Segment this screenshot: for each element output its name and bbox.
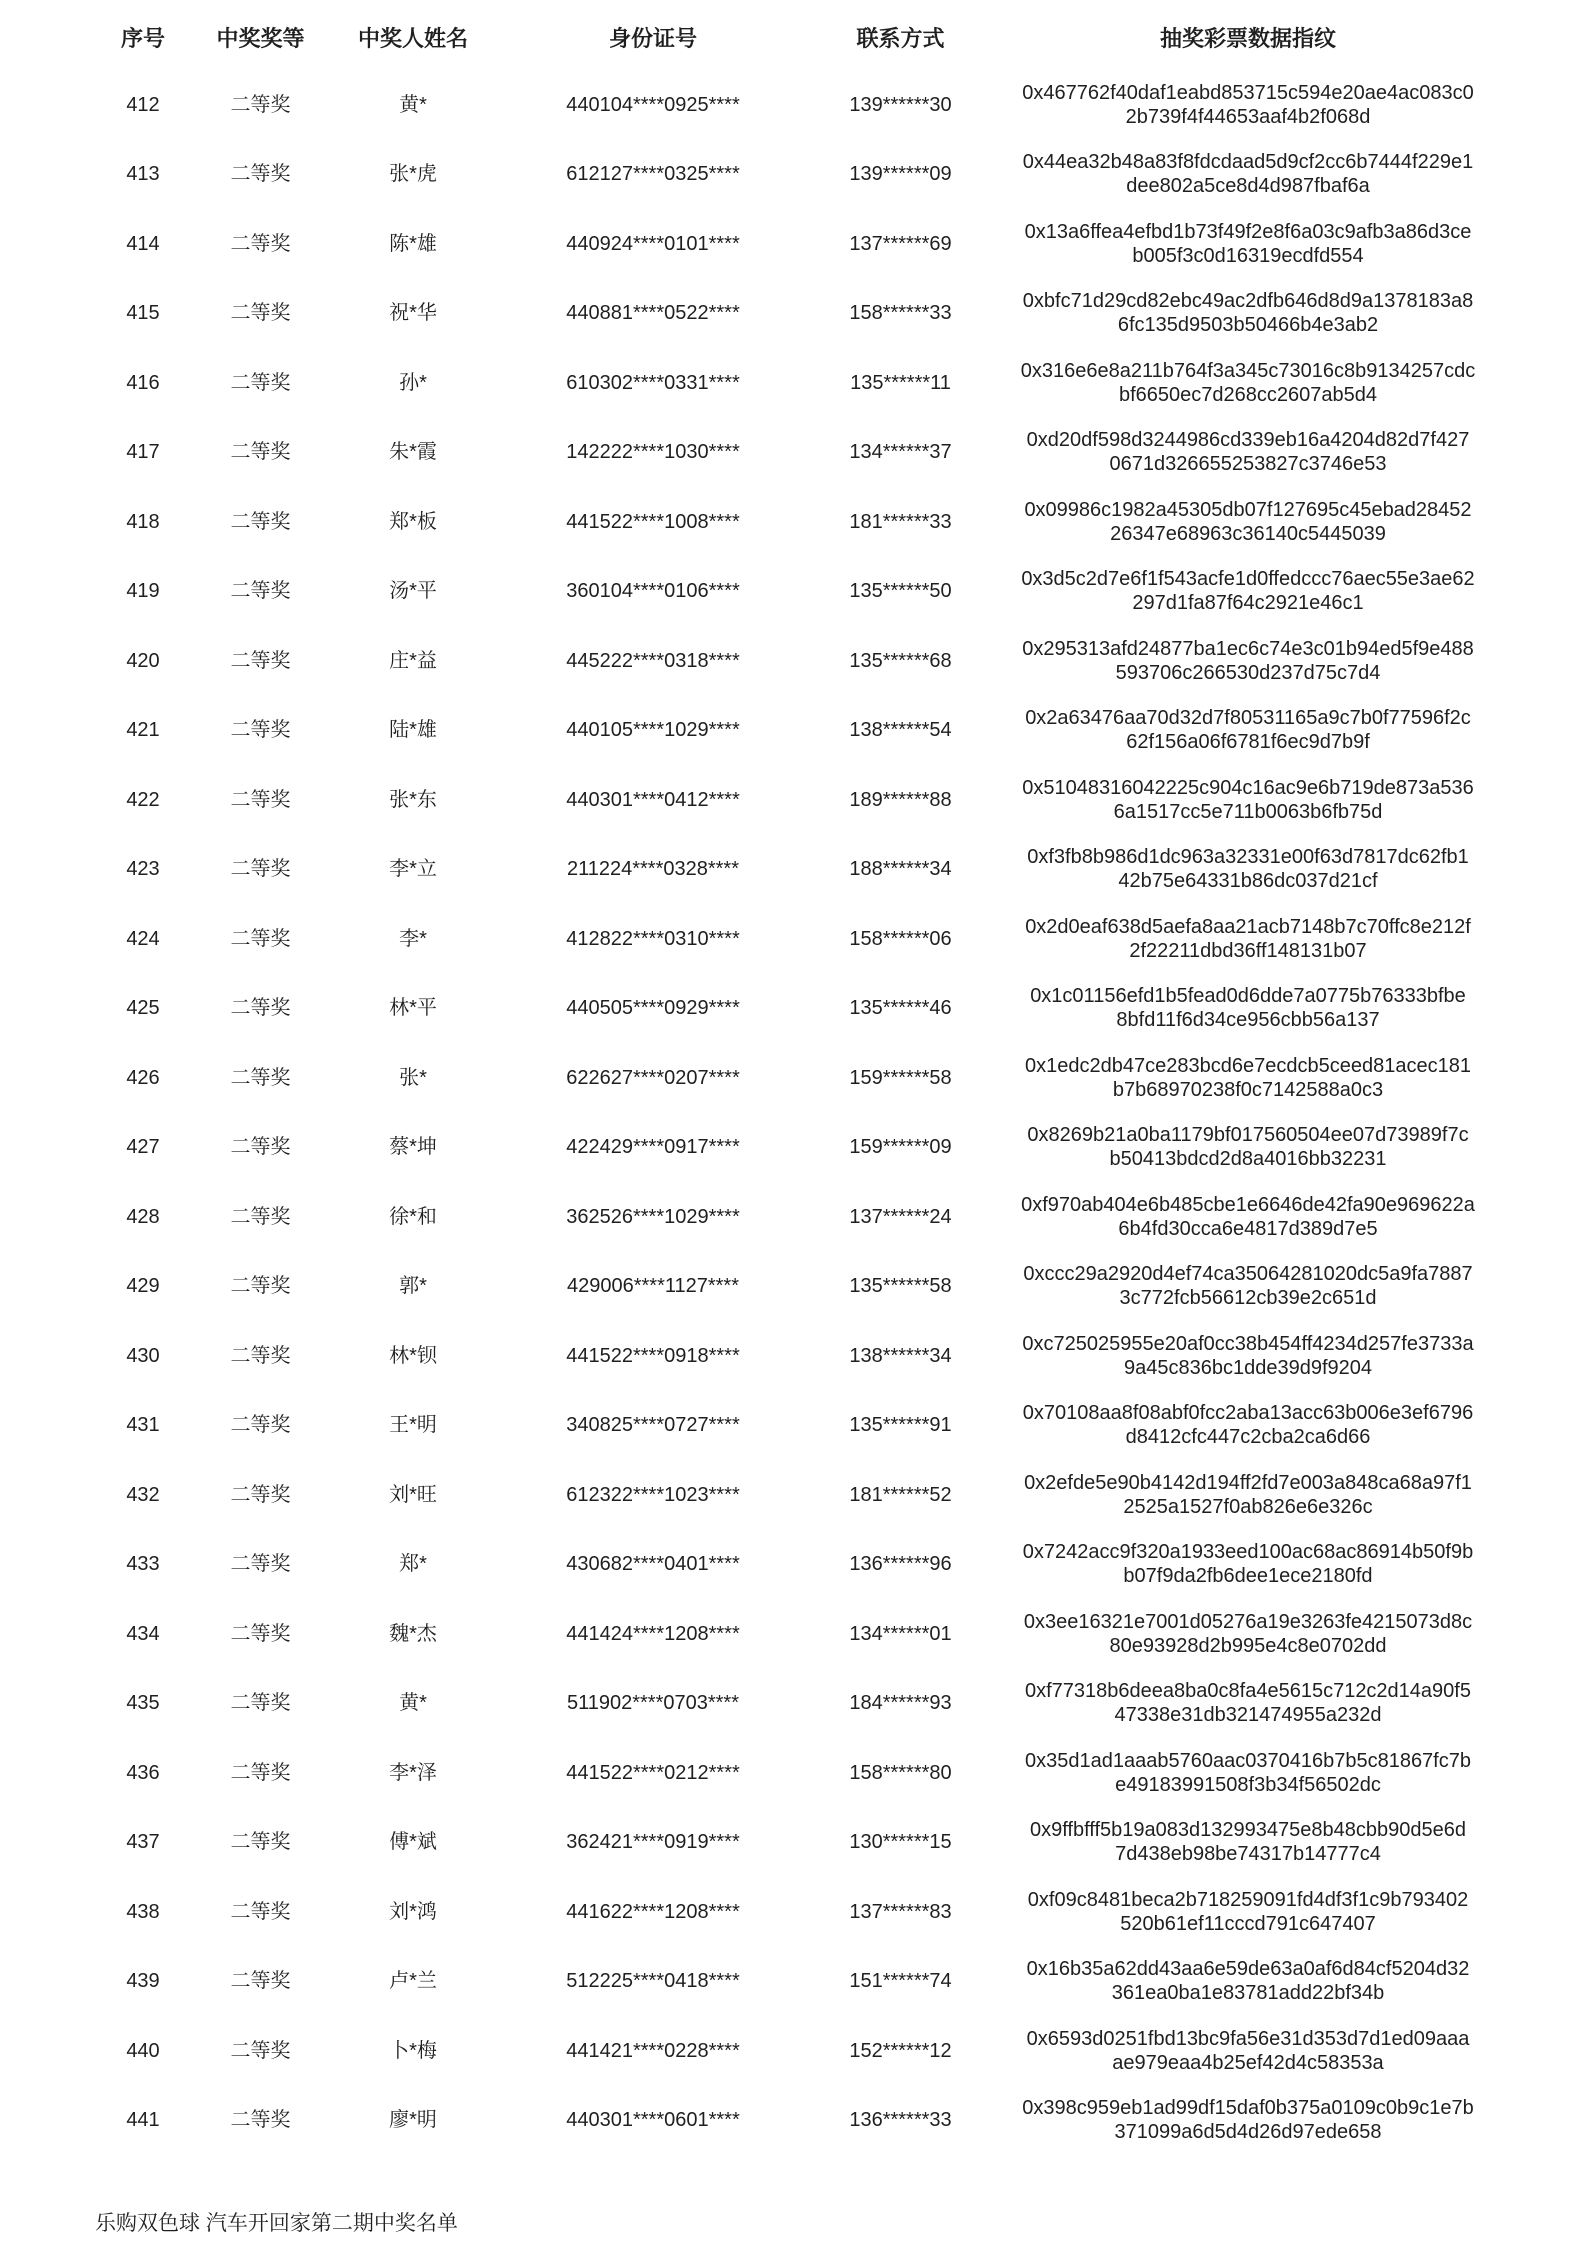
id-number-cell: 441622****1208**** — [566, 1900, 740, 1923]
fingerprint-line-1: 0x2efde5e90b4142d194ff2fd7e003a848ca68a97f1 — [1024, 1471, 1472, 1494]
fingerprint-cell — [998, 776, 1498, 824]
fingerprint-cell — [998, 498, 1498, 546]
fingerprint-cell — [998, 1471, 1498, 1519]
winner-name-cell: 徐*和 — [389, 1205, 437, 1228]
prize-cell: 二等奖 — [230, 788, 291, 811]
table-row — [0, 1808, 1586, 1878]
fingerprint-cell — [998, 428, 1498, 476]
id-number-cell: 441522****0918**** — [566, 1344, 740, 1367]
serial-cell: 424 — [126, 927, 160, 950]
fingerprint-line-2: b7b68970238f0c7142588a0c3 — [1112, 1078, 1384, 1101]
id-number-cell: 445222****0318**** — [566, 649, 740, 672]
fingerprint-line-1: 0x09986c1982a45305db07f127695c45ebad28452 — [1024, 498, 1472, 521]
fingerprint-line-1: 0x3ee16321e7001d05276a19e3263fe4215073d8c — [1023, 1610, 1473, 1633]
id-number-cell: 422429****0917**** — [566, 1136, 740, 1159]
fingerprint-line-1: 0x6593d0251fbd13bc9fa56e31d353d7d1ed09aaa — [1026, 2027, 1470, 2050]
table-row — [0, 974, 1586, 1044]
winner-name-cell: 黄* — [399, 93, 427, 116]
id-number-cell: 441421****0228**** — [566, 2039, 740, 2062]
winner-name-cell: 廖*明 — [389, 2109, 437, 2132]
fingerprint-line-2: 3c772fcb56612cb39e2c651d — [1119, 1287, 1377, 1310]
winner-name-cell: 黄* — [399, 1692, 427, 1715]
winner-name-cell: 朱*霞 — [389, 441, 437, 464]
table-row — [0, 1947, 1586, 2017]
fingerprint-cell — [998, 150, 1498, 198]
winner-name-cell: 蔡*坤 — [389, 1136, 437, 1159]
winner-name-cell: 张* — [399, 1066, 427, 1089]
prize-cell: 二等奖 — [230, 1483, 291, 1506]
serial-cell: 433 — [126, 1553, 160, 1576]
winner-name-cell: 傅*斌 — [389, 1831, 437, 1854]
fingerprint-line-2: 80e93928d2b995e4c8e0702dd — [1109, 1634, 1387, 1657]
phone-cell: 134******37 — [849, 441, 952, 464]
fingerprint-line-2: 2525a1527f0ab826e6e326c — [1123, 1495, 1373, 1518]
fingerprint-cell — [998, 2027, 1498, 2075]
winner-name-cell: 张*东 — [389, 788, 437, 811]
fingerprint-line-1: 0x7242acc9f320a1933eed100ac68ac86914b50f9b — [1022, 1541, 1474, 1564]
id-number-cell: 441522****0212**** — [566, 1761, 740, 1784]
winner-name-cell: 汤*平 — [389, 580, 437, 603]
fingerprint-cell — [998, 567, 1498, 615]
prize-cell: 二等奖 — [230, 1205, 291, 1228]
fingerprint-line-2: 361ea0ba1e83781add22bf34b — [1111, 1982, 1385, 2005]
serial-cell: 427 — [126, 1136, 160, 1159]
fingerprint-line-1: 0xf09c8481beca2b718259091fd4df3f1c9b793402 — [1027, 1888, 1469, 1911]
id-number-cell: 441522****1008**** — [566, 510, 740, 533]
fingerprint-line-2: 8bfd11f6d34ce956cbb56a137 — [1116, 1009, 1380, 1032]
prize-cell: 二等奖 — [230, 93, 291, 116]
phone-cell: 139******30 — [849, 93, 952, 116]
prize-cell: 二等奖 — [230, 371, 291, 394]
id-number-cell: 622627****0207**** — [566, 1066, 740, 1089]
fingerprint-cell — [998, 1332, 1498, 1380]
serial-cell: 419 — [126, 580, 160, 603]
prize-cell: 二等奖 — [230, 441, 291, 464]
prize-cell: 二等奖 — [230, 302, 291, 325]
serial-cell: 418 — [126, 510, 160, 533]
table-row — [0, 1877, 1586, 1947]
id-number-cell: 440881****0522**** — [566, 302, 740, 325]
fingerprint-line-2: 593706c266530d237d75c7d4 — [1115, 661, 1381, 684]
fingerprint-line-1: 0xd20df598d3244986cd339eb16a4204d82d7f427 — [1026, 429, 1470, 452]
fingerprint-line-2: b005f3c0d16319ecdfd554 — [1132, 244, 1364, 267]
phone-cell: 135******46 — [849, 997, 952, 1020]
prize-cell: 二等奖 — [230, 510, 291, 533]
fingerprint-cell — [998, 359, 1498, 407]
winner-name-cell: 魏*杰 — [389, 1622, 437, 1645]
winner-name-cell: 刘*鸿 — [389, 1900, 437, 1923]
serial-cell: 429 — [126, 1275, 160, 1298]
phone-cell: 139******09 — [849, 163, 952, 186]
id-number-cell: 430682****0401**** — [566, 1553, 740, 1576]
fingerprint-line-2: e49183991508f3b34f56502dc — [1115, 1773, 1381, 1796]
fingerprint-cell — [998, 1749, 1498, 1797]
fingerprint-cell — [998, 1818, 1498, 1866]
fingerprint-line-2: 42b75e64331b86dc037d21cf — [1118, 870, 1378, 893]
fingerprint-line-1: 0x51048316042225c904c16ac9e6b719de873a536 — [1022, 776, 1474, 799]
fingerprint-line-1: 0x8269b21a0ba1179bf017560504ee07d73989f7c — [1027, 1124, 1469, 1147]
phone-cell: 158******33 — [849, 302, 952, 325]
prize-cell: 二等奖 — [230, 649, 291, 672]
fingerprint-line-1: 0xf970ab404e6b485cbe1e6646de42fa90e969622a — [1021, 1193, 1475, 1216]
table-row — [0, 1460, 1586, 1530]
fingerprint-cell — [998, 1401, 1498, 1449]
id-number-cell: 441424****1208**** — [566, 1622, 740, 1645]
header-winner-name: 中奖人姓名 — [357, 26, 468, 51]
fingerprint-line-1: 0xf77318b6deea8ba0c8fa4e5615c712c2d14a90f5 — [1025, 1680, 1471, 1703]
table-row — [0, 557, 1586, 627]
fingerprint-cell — [998, 1679, 1498, 1727]
serial-cell: 417 — [126, 441, 160, 464]
table-row — [0, 626, 1586, 696]
winner-name-cell: 孙* — [399, 371, 427, 394]
winner-name-cell: 陈*雄 — [389, 232, 437, 255]
table-row — [0, 348, 1586, 418]
serial-cell: 436 — [126, 1761, 160, 1784]
prize-cell: 二等奖 — [230, 1622, 291, 1645]
id-number-cell: 511902****0703**** — [566, 1692, 739, 1715]
fingerprint-line-2: 26347e68963c36140c5445039 — [1110, 522, 1386, 545]
serial-cell: 435 — [126, 1692, 160, 1715]
table-row — [0, 1530, 1586, 1600]
id-number-cell: 612322****1023**** — [566, 1483, 740, 1506]
fingerprint-cell — [998, 1054, 1498, 1102]
phone-cell: 137******69 — [849, 232, 952, 255]
table-row — [0, 1391, 1586, 1461]
phone-cell: 152******12 — [849, 2039, 952, 2062]
serial-cell: 422 — [126, 788, 160, 811]
winner-name-cell: 林*钡 — [389, 1344, 437, 1367]
table-header-row — [0, 0, 1586, 70]
fingerprint-cell — [998, 1610, 1498, 1658]
winner-name-cell: 林*平 — [389, 997, 437, 1020]
table-body — [0, 70, 1586, 2155]
prize-cell: 二等奖 — [230, 1553, 291, 1576]
phone-cell: 184******93 — [849, 1692, 952, 1715]
winner-name-cell: 李*泽 — [389, 1761, 437, 1784]
table-row — [0, 418, 1586, 488]
phone-cell: 151******74 — [849, 1970, 952, 1993]
header-prize-level: 中奖奖等 — [216, 26, 305, 51]
serial-cell: 428 — [126, 1205, 160, 1228]
fingerprint-cell — [998, 984, 1498, 1032]
phone-cell: 138******54 — [849, 719, 952, 742]
fingerprint-line-2: 2b739f4f44653aaf4b2f068d — [1125, 105, 1371, 128]
fingerprint-line-2: ae979eaa4b25ef42d4c58353a — [1112, 2051, 1384, 2074]
phone-cell: 181******33 — [849, 510, 952, 533]
id-number-cell: 362526****1029**** — [566, 1205, 740, 1228]
prize-cell: 二等奖 — [230, 927, 291, 950]
fingerprint-cell — [998, 289, 1498, 337]
table-row — [0, 1599, 1586, 1669]
id-number-cell: 412822****0310**** — [566, 927, 740, 950]
prize-cell: 二等奖 — [230, 1136, 291, 1159]
serial-cell: 414 — [126, 232, 160, 255]
fingerprint-line-1: 0x2d0eaf638d5aefa8aa21acb7148b7c70ffc8e212f — [1025, 915, 1471, 938]
serial-cell: 420 — [126, 649, 160, 672]
fingerprint-cell — [998, 220, 1498, 268]
winner-name-cell: 李*立 — [389, 858, 437, 881]
fingerprint-line-2: 297d1fa87f64c2921e46c1 — [1132, 592, 1364, 615]
phone-cell: 135******50 — [849, 580, 952, 603]
prize-cell: 二等奖 — [230, 1970, 291, 1993]
winner-name-cell: 张*虎 — [389, 163, 437, 186]
serial-cell: 432 — [126, 1483, 160, 1506]
fingerprint-line-2: 7d438eb98be74317b14777c4 — [1115, 1843, 1381, 1866]
id-number-cell: 440924****0101**** — [566, 232, 740, 255]
fingerprint-line-2: 6fc135d9503b50466b4e3ab2 — [1117, 314, 1379, 337]
prize-cell: 二等奖 — [230, 1900, 291, 1923]
id-number-cell: 142222****1030**** — [566, 441, 740, 464]
id-number-cell: 440301****0601**** — [566, 2109, 740, 2132]
fingerprint-line-1: 0x295313afd24877ba1ec6c74e3c01b94ed5f9e488 — [1022, 637, 1474, 660]
table-row — [0, 835, 1586, 905]
phone-cell: 135******58 — [849, 1275, 952, 1298]
phone-cell: 134******01 — [849, 1622, 952, 1645]
fingerprint-line-2: 9a45c836bc1dde39d9f9204 — [1123, 1356, 1373, 1379]
phone-cell: 135******11 — [850, 371, 951, 394]
winner-name-cell: 卢*兰 — [389, 1970, 437, 1993]
serial-cell: 425 — [126, 997, 160, 1020]
prize-cell: 二等奖 — [230, 1344, 291, 1367]
table-row — [0, 1738, 1586, 1808]
prize-cell: 二等奖 — [230, 163, 291, 186]
winner-name-cell: 王*明 — [389, 1414, 437, 1437]
table-row — [0, 2086, 1586, 2156]
serial-cell: 431 — [126, 1414, 160, 1437]
footer-list-title: 乐购双色球 汽车开回家第二期中奖名单 — [95, 2212, 458, 2235]
serial-cell: 421 — [126, 719, 160, 742]
fingerprint-line-2: 371099a6d5d4d26d97ede658 — [1114, 2121, 1382, 2144]
fingerprint-cell — [998, 845, 1498, 893]
prize-cell: 二等奖 — [230, 1275, 291, 1298]
prize-cell: 二等奖 — [230, 1831, 291, 1854]
fingerprint-line-2: 6a1517cc5e711b0063b6fb75d — [1113, 800, 1383, 823]
phone-cell: 137******83 — [849, 1900, 952, 1923]
fingerprint-line-1: 0xf3fb8b986d1dc963a32331e00f63d7817dc62fb1 — [1027, 846, 1469, 869]
id-number-cell: 440104****0925**** — [566, 93, 740, 116]
winner-name-cell: 郭* — [399, 1275, 427, 1298]
fingerprint-line-1: 0x16b35a62dd43aa6e59de63a0af6d84cf5204d32 — [1026, 1958, 1470, 1981]
fingerprint-cell — [998, 1888, 1498, 1936]
prize-cell: 二等奖 — [230, 580, 291, 603]
id-number-cell: 440505****0929**** — [566, 997, 740, 1020]
fingerprint-cell — [998, 1262, 1498, 1310]
id-number-cell: 362421****0919**** — [566, 1831, 740, 1854]
fingerprint-line-1: 0x1c01156efd1b5fead0d6dde7a0775b76333bfbe — [1030, 985, 1466, 1008]
fingerprint-line-2: dee802a5ce8d4d987fbaf6a — [1126, 175, 1370, 198]
fingerprint-line-1: 0x44ea32b48a83f8fdcdaad5d9cf2cc6b7444f229e1 — [1022, 151, 1474, 174]
winner-name-cell: 刘*旺 — [389, 1483, 437, 1506]
prize-cell: 二等奖 — [230, 1414, 291, 1437]
fingerprint-line-1: 0x70108aa8f08abf0fcc2aba13acc63b006e3ef6796 — [1022, 1402, 1474, 1425]
table-row — [0, 904, 1586, 974]
fingerprint-line-1: 0xbfc71d29cd82ebc49ac2dfb646d8d9a1378183a8 — [1022, 290, 1474, 313]
fingerprint-line-1: 0x1edc2db47ce283bcd6e7ecdcb5ceed81acec181 — [1025, 1054, 1471, 1077]
phone-cell: 158******06 — [849, 927, 952, 950]
phone-cell: 181******52 — [849, 1483, 952, 1506]
fingerprint-line-2: 6b4fd30cca6e4817d389d7e5 — [1118, 1217, 1378, 1240]
fingerprint-line-1: 0x13a6ffea4efbd1b73f49f2e8f6a03c9afb3a86d3ce — [1024, 220, 1472, 243]
id-number-cell: 612127****0325**** — [566, 163, 740, 186]
serial-cell: 416 — [126, 371, 160, 394]
fingerprint-cell — [998, 915, 1498, 963]
fingerprint-cell — [998, 1957, 1498, 2005]
table-row — [0, 487, 1586, 557]
serial-cell: 439 — [126, 1970, 160, 1993]
fingerprint-cell — [998, 1123, 1498, 1171]
header-serial: 序号 — [120, 26, 165, 51]
winner-name-cell: 李* — [399, 927, 427, 950]
prize-cell: 二等奖 — [230, 997, 291, 1020]
prize-cell: 二等奖 — [230, 858, 291, 881]
winner-name-cell: 卜*梅 — [389, 2039, 437, 2062]
serial-cell: 423 — [126, 858, 160, 881]
fingerprint-line-1: 0x35d1ad1aaab5760aac0370416b7b5c81867fc7b — [1025, 1749, 1471, 1772]
phone-cell: 189******88 — [849, 788, 952, 811]
fingerprint-line-2: 0671d326655253827c3746e53 — [1109, 453, 1387, 476]
winner-name-cell: 庄*益 — [389, 649, 437, 672]
prize-cell: 二等奖 — [230, 1761, 291, 1784]
prize-cell: 二等奖 — [230, 1692, 291, 1715]
fingerprint-line-2: 2f22211dbd36ff148131b07 — [1129, 939, 1367, 962]
phone-cell: 130******15 — [849, 1831, 952, 1854]
phone-cell: 135******91 — [849, 1414, 952, 1437]
serial-cell: 430 — [126, 1344, 160, 1367]
fingerprint-line-2: b07f9da2fb6dee1ece2180fd — [1123, 1565, 1373, 1588]
prize-cell: 二等奖 — [230, 719, 291, 742]
table-row — [0, 765, 1586, 835]
fingerprint-line-2: 47338e31db321474955a232d — [1114, 1704, 1382, 1727]
id-number-cell: 340825****0727**** — [566, 1414, 740, 1437]
fingerprint-cell — [998, 1540, 1498, 1588]
serial-cell: 440 — [126, 2039, 160, 2062]
table-row — [0, 279, 1586, 349]
fingerprint-line-1: 0x467762f40daf1eabd853715c594e20ae4ac083c0 — [1022, 81, 1474, 104]
phone-cell: 158******80 — [849, 1761, 952, 1784]
prize-cell: 二等奖 — [230, 1066, 291, 1089]
table-row — [0, 209, 1586, 279]
fingerprint-cell — [998, 81, 1498, 129]
id-number-cell: 440105****1029**** — [566, 719, 740, 742]
table-row — [0, 2016, 1586, 2086]
table-row — [0, 1669, 1586, 1739]
phone-cell: 137******24 — [849, 1205, 952, 1228]
table-row — [0, 1182, 1586, 1252]
fingerprint-cell — [998, 2096, 1498, 2144]
serial-cell: 441 — [126, 2109, 160, 2132]
table-row — [0, 140, 1586, 210]
prize-cell: 二等奖 — [230, 2039, 291, 2062]
phone-cell: 136******96 — [849, 1553, 952, 1576]
header-ticket-fingerprint: 抽奖彩票数据指纹 — [1159, 26, 1336, 51]
winner-name-cell: 祝*华 — [389, 302, 437, 325]
id-number-cell: 429006****1127**** — [566, 1275, 739, 1298]
fingerprint-cell — [998, 1193, 1498, 1241]
id-number-cell: 610302****0331**** — [566, 371, 740, 394]
serial-cell: 415 — [126, 302, 160, 325]
id-number-cell: 211224****0328**** — [566, 858, 739, 881]
phone-cell: 135******68 — [849, 649, 952, 672]
phone-cell: 188******34 — [849, 858, 952, 881]
prize-cell: 二等奖 — [230, 232, 291, 255]
phone-cell: 159******58 — [849, 1066, 952, 1089]
fingerprint-cell — [998, 706, 1498, 754]
fingerprint-line-1: 0x2a63476aa70d32d7f80531165a9c7b0f77596f2c — [1025, 707, 1471, 730]
fingerprint-line-2: 520b61ef11cccd791c647407 — [1120, 1912, 1376, 1935]
id-number-cell: 440301****0412**** — [566, 788, 740, 811]
table-row — [0, 696, 1586, 766]
fingerprint-line-1: 0x9ffbfff5b19a083d132993475e8b48cbb90d5e6d — [1029, 1819, 1466, 1842]
fingerprint-line-1: 0xccc29a2920d4ef74ca35064281020dc5a9fa7887 — [1023, 1263, 1473, 1286]
fingerprint-line-1: 0x316e6e8a211b764f3a345c73016c8b9134257cdc — [1020, 359, 1476, 382]
fingerprint-line-1: 0xc725025955e20af0cc38b454ff4234d257fe3733a — [1022, 1332, 1474, 1355]
phone-cell: 138******34 — [849, 1344, 952, 1367]
header-contact: 联系方式 — [856, 26, 945, 51]
serial-cell: 437 — [126, 1831, 160, 1854]
table-row — [0, 70, 1586, 140]
fingerprint-line-2: bf6650ec7d268cc2607ab5d4 — [1118, 383, 1378, 406]
serial-cell: 434 — [126, 1622, 160, 1645]
phone-cell: 159******09 — [849, 1136, 952, 1159]
fingerprint-line-2: 62f156a06f6781f6ec9d7b9f — [1126, 731, 1370, 754]
fingerprint-line-1: 0x398c959eb1ad99df15daf0b375a0109c0b9c1e7b — [1022, 2097, 1474, 2120]
serial-cell: 426 — [126, 1066, 160, 1089]
prize-cell: 二等奖 — [230, 2109, 291, 2132]
winner-name-cell: 郑*板 — [389, 510, 437, 533]
id-number-cell: 360104****0106**** — [566, 580, 740, 603]
table-row — [0, 1252, 1586, 1322]
winner-name-cell: 郑* — [399, 1553, 427, 1576]
id-number-cell: 512225****0418**** — [566, 1970, 740, 1993]
phone-cell: 136******33 — [849, 2109, 952, 2132]
serial-cell: 413 — [126, 163, 160, 186]
table-row — [0, 1043, 1586, 1113]
serial-cell: 412 — [126, 93, 160, 116]
fingerprint-cell — [998, 637, 1498, 685]
fingerprint-line-2: d8412cfc447c2cba2ca6d66 — [1125, 1426, 1371, 1449]
fingerprint-line-2: b50413bdcd2d8a4016bb32231 — [1109, 1148, 1387, 1171]
serial-cell: 438 — [126, 1900, 160, 1923]
fingerprint-line-1: 0x3d5c2d7e6f1f543acfe1d0ffedccc76aec55e3ae62 — [1021, 568, 1475, 591]
header-id-number: 身份证号 — [608, 26, 697, 51]
winner-name-cell: 陆*雄 — [389, 719, 437, 742]
table-row — [0, 1113, 1586, 1183]
table-row — [0, 1321, 1586, 1391]
